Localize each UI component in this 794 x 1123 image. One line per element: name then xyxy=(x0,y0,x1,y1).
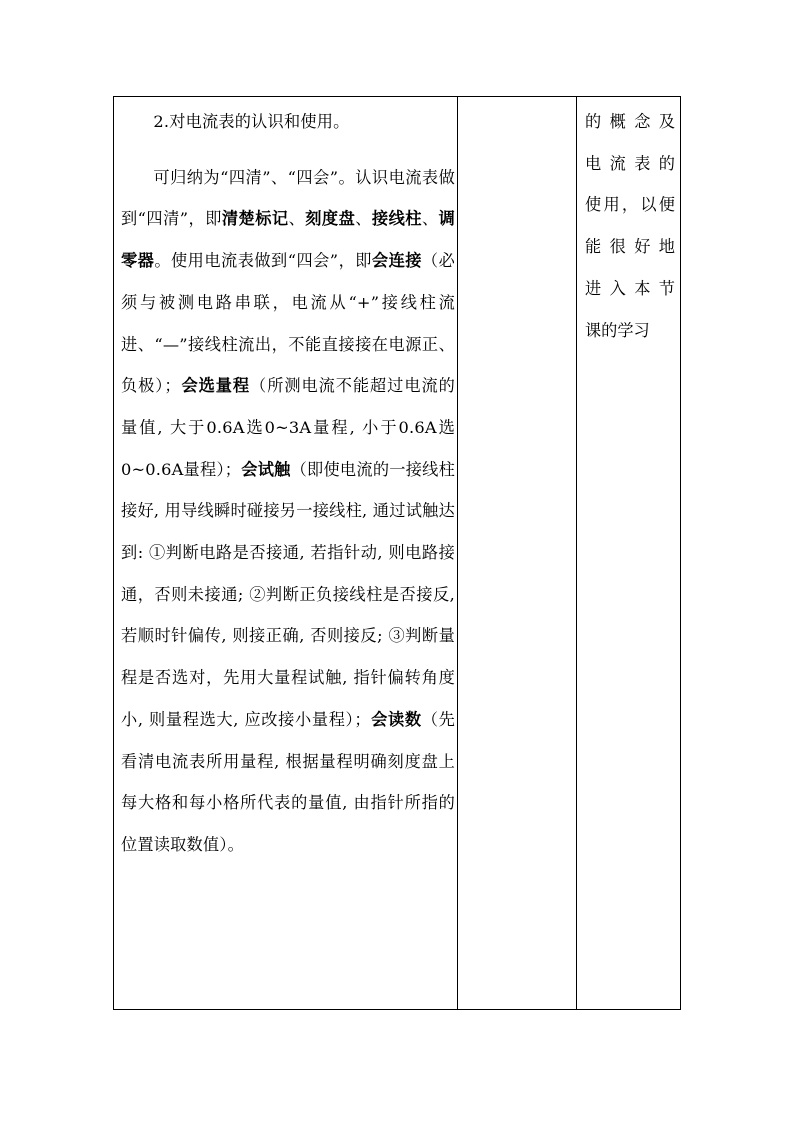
intent-line: 能很好地 xyxy=(585,237,675,257)
text-segment: 、 xyxy=(355,209,372,229)
body-paragraph xyxy=(121,157,455,866)
intent-line: 的概念及 xyxy=(585,112,675,131)
text-segment: 、 xyxy=(288,209,306,229)
text-segment: 可归纳为“四清”、“四会”。认识电流表做到“四清”，即 xyxy=(121,167,455,229)
text-segment: （必须与被测电路串联，电流从“+”接线柱流进、“—”接线柱流出，不能直接接在电源正、负极）； xyxy=(121,251,455,396)
key-term: 调零器 xyxy=(121,209,455,271)
intent-line: 进入本节 xyxy=(585,278,675,298)
key-term: 会连接 xyxy=(371,251,422,271)
text-segment: （先看清电流表所用量程, 根据量程明确刻度盘上每大格和每小格所代表的量值, 由指针所指的位置读取数值）。 xyxy=(121,709,455,854)
lesson-table xyxy=(113,96,681,1010)
intent-line: 电流表的 xyxy=(585,153,675,173)
section-heading: 2.对电流表的认识和使用。 xyxy=(153,112,350,131)
intent-line: 课的学习 xyxy=(585,320,650,340)
text-segment: （即使电流的一接线柱接好, 用导线瞬时碰接另一接线柱, 通过试触达到: ①判断电路是否接通, 若指针动, 则电路接通，否则未接通; ②判断正负接线柱是否接反, 若顺时针偏传, 则接正确, 否则接反; ③判断量程是否选对，先用大量程试触, 指针偏转角度小, 则量程选大, 应改接小量程）； xyxy=(121,459,455,729)
text-segment: （所测电流不能超过电流的量值, 大于0.6A选0~3A量程, 小于0.6A选0~0.6A量程）； xyxy=(121,376,455,479)
column-divider-2 xyxy=(576,97,577,1009)
text-segment: 。使用电流表做到“四会”，即 xyxy=(154,251,372,271)
content-cell xyxy=(121,101,455,866)
empty-cell xyxy=(458,97,576,1009)
key-term: 接线柱 xyxy=(371,209,422,229)
intent-cell xyxy=(585,101,675,351)
intent-line: 使用，以便 xyxy=(585,195,675,215)
text-segment: 、 xyxy=(421,209,439,229)
key-term: 清楚标记 xyxy=(221,209,289,229)
key-term: 刻度盘 xyxy=(305,209,356,229)
key-term: 会试触 xyxy=(241,459,291,479)
key-term: 会选量程 xyxy=(180,376,251,396)
key-term: 会读数 xyxy=(370,709,422,729)
